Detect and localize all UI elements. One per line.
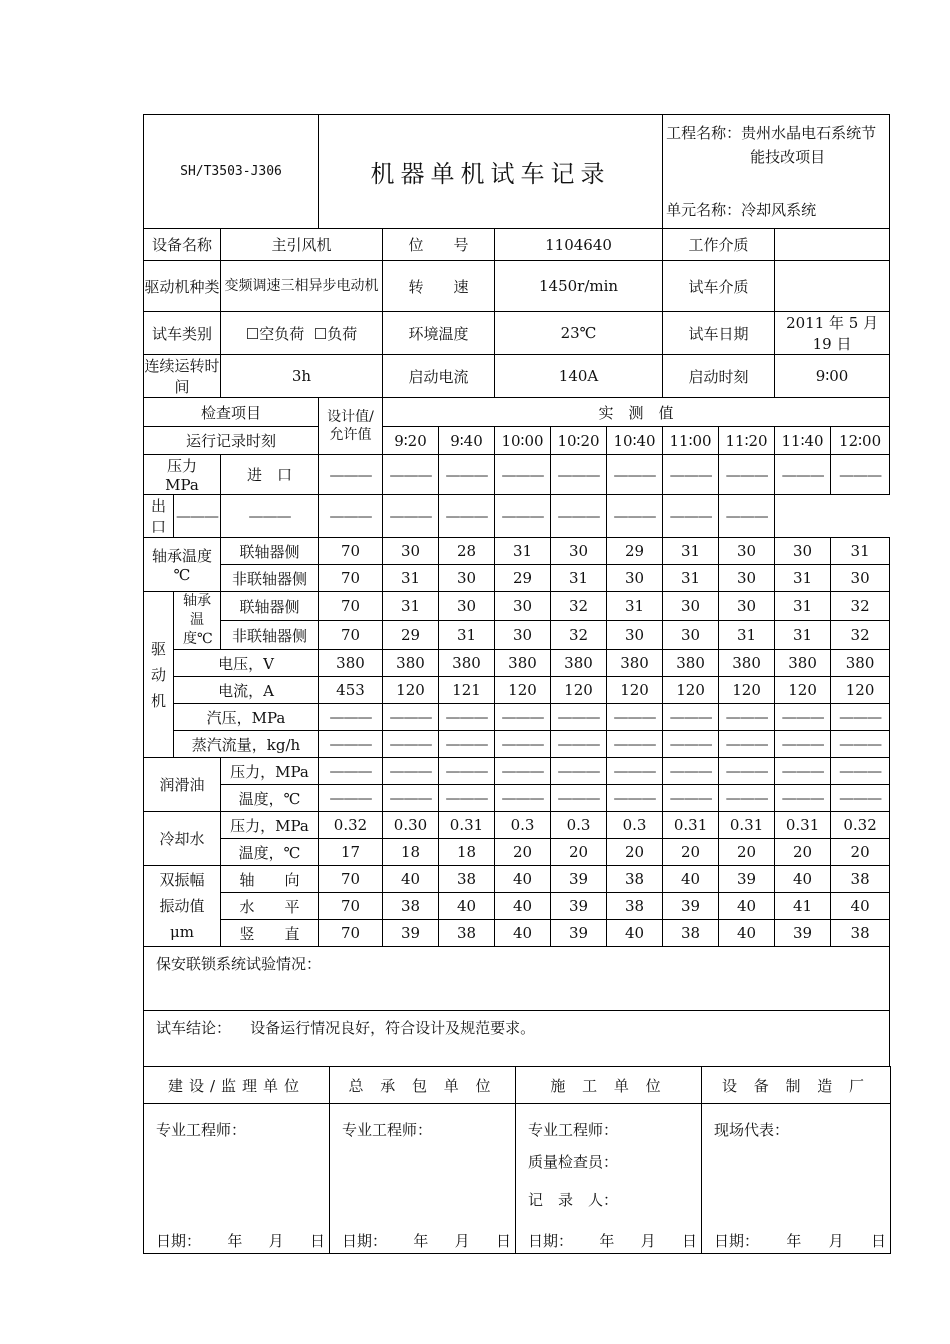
- design-value-cell: 453: [319, 677, 383, 704]
- design-value-cell: 380: [319, 650, 383, 677]
- contractor-engineer-label: 专业工程师：: [342, 1121, 433, 1139]
- measured-value-cell: 31: [775, 565, 831, 592]
- measured-value-cell: 0.31: [663, 812, 719, 839]
- row-label: 温度，℃: [221, 839, 319, 866]
- time-header-cell: 10∶00: [495, 427, 551, 455]
- measured-value-cell: 30: [831, 565, 890, 592]
- measured-value-cell: 31: [439, 621, 495, 650]
- measured-value-cell: 380: [831, 650, 890, 677]
- measured-value-cell: ———: [551, 495, 607, 538]
- record-table: [143, 114, 890, 1067]
- measured-value-cell: 120: [383, 677, 439, 704]
- measured-value-cell: 32: [551, 621, 607, 650]
- measured-value-cell: ———: [719, 731, 775, 758]
- measured-value-cell: ———: [439, 455, 495, 495]
- measured-value-cell: 32: [831, 621, 890, 650]
- lube-group-label: 润滑油: [144, 758, 221, 812]
- time-header-cell: 10∶40: [607, 427, 663, 455]
- measured-value-cell: 120: [663, 677, 719, 704]
- measured-value-cell: 121: [439, 677, 495, 704]
- measured-value-cell: ———: [495, 455, 551, 495]
- row-label: 非联轴器侧: [221, 621, 319, 650]
- ambient-value: 23℃: [495, 312, 663, 355]
- time-header-cell: 9∶20: [383, 427, 439, 455]
- construction-org-header: 施 工 单 位: [516, 1067, 702, 1104]
- measured-value-cell: ———: [831, 785, 890, 812]
- measured-value-cell: ———: [551, 785, 607, 812]
- measured-value-cell: ———: [439, 495, 495, 538]
- start-time-value: 9∶00: [775, 355, 890, 398]
- row-label: 竖 直: [221, 920, 319, 947]
- measured-value-cell: 38: [831, 920, 890, 947]
- unit-info: [666, 198, 816, 222]
- measured-value-cell: 30: [607, 621, 663, 650]
- measured-value-cell: 31: [719, 621, 775, 650]
- position-label: 位 号: [383, 229, 495, 261]
- time-header-cell: 12∶00: [831, 427, 890, 455]
- measured-value-cell: 40: [607, 920, 663, 947]
- measured-value-cell: 40: [495, 866, 551, 893]
- measured-value-cell: ———: [775, 704, 831, 731]
- measured-value-cell: 31: [663, 538, 719, 565]
- check-item-header: 检查项目: [144, 398, 319, 427]
- measured-value-cell: 0.3: [607, 812, 663, 839]
- design-value-line1: 设计值/: [327, 409, 374, 425]
- measured-value-cell: ———: [719, 704, 775, 731]
- measured-value-cell: 0.31: [719, 812, 775, 839]
- measured-value-cell: ———: [831, 731, 890, 758]
- cooling-group-label: 冷却水: [144, 812, 221, 866]
- form-code: SH/T3503-J306: [144, 115, 319, 229]
- measured-value-cell: 18: [383, 839, 439, 866]
- manufacturer-org-header: 设 备 制 造 厂: [702, 1067, 891, 1104]
- page-title: 机器单机试车记录: [319, 115, 663, 229]
- site-representative-label: 现场代表：: [714, 1121, 790, 1139]
- measured-value-cell: 380: [775, 650, 831, 677]
- design-value-cell: 70: [319, 538, 383, 565]
- design-value-cell: 70: [319, 592, 383, 621]
- no-load-checkbox[interactable]: ☐空负荷: [245, 324, 305, 343]
- measured-value-cell: 30: [775, 538, 831, 565]
- measured-value-cell: 38: [607, 893, 663, 920]
- measured-value-cell: 39: [775, 920, 831, 947]
- measured-value-cell: 38: [383, 893, 439, 920]
- measured-value-cell: 380: [383, 650, 439, 677]
- measured-value-cell: 20: [663, 839, 719, 866]
- measured-value-cell: 29: [607, 538, 663, 565]
- measured-value-cell: 0.30: [383, 812, 439, 839]
- month-label: 月: [640, 1232, 656, 1250]
- project-name-1: 贵州水晶电石系统节: [741, 124, 877, 142]
- measured-value-cell: ———: [383, 758, 439, 785]
- owner-signoff: [144, 1104, 330, 1254]
- measured-value-cell: 29: [383, 621, 439, 650]
- measured-value-cell: ———: [439, 758, 495, 785]
- measured-value-cell: 39: [663, 893, 719, 920]
- measured-value-cell: 31: [383, 565, 439, 592]
- day-label: 日: [309, 1232, 325, 1250]
- measured-value-cell: 39: [551, 866, 607, 893]
- day-label: 日: [681, 1232, 697, 1250]
- start-time-label: 启动时刻: [663, 355, 775, 398]
- measured-value-cell: 40: [439, 893, 495, 920]
- measured-value-cell: 0.32: [831, 812, 890, 839]
- measured-header: 实 测 值: [383, 398, 890, 427]
- measured-value-cell: ———: [551, 731, 607, 758]
- measured-value-cell: 40: [495, 893, 551, 920]
- measured-value-cell: ———: [831, 758, 890, 785]
- measured-value-cell: 38: [831, 866, 890, 893]
- day-label: 日: [870, 1232, 886, 1250]
- contractor-signoff: [330, 1104, 516, 1254]
- year-label: 年: [227, 1232, 243, 1250]
- design-value-cell: 70: [319, 565, 383, 592]
- ambient-label: 环境温度: [383, 312, 495, 355]
- measured-value-cell: 380: [551, 650, 607, 677]
- driver-bearing-label: [174, 592, 221, 650]
- row-label: 压力，MPa: [221, 758, 319, 785]
- measured-value-cell: 30: [383, 538, 439, 565]
- measured-value-cell: 31: [775, 621, 831, 650]
- contractor-org-header: 总 承 包 单 位: [330, 1067, 516, 1104]
- measured-value-cell: 0.31: [775, 812, 831, 839]
- design-value-cell: 17: [319, 839, 383, 866]
- pressure-group-label: [144, 455, 221, 495]
- measured-value-cell: 18: [439, 839, 495, 866]
- measured-value-cell: ———: [775, 785, 831, 812]
- position-value: 1104640: [495, 229, 663, 261]
- measured-value-cell: 38: [607, 866, 663, 893]
- project-name-2: 能技改项目: [750, 148, 826, 166]
- pressure-unit: MPa: [165, 476, 199, 494]
- year-label: 年: [599, 1232, 615, 1250]
- measured-value-cell: ———: [319, 495, 383, 538]
- measured-value-cell: 20: [551, 839, 607, 866]
- row-label: 汽压，MPa: [174, 704, 319, 731]
- measured-value-cell: 31: [775, 592, 831, 621]
- contractor-date: [342, 1230, 511, 1251]
- measured-value-cell: ———: [383, 731, 439, 758]
- time-header-cell: 10∶20: [551, 427, 607, 455]
- design-value-cell: 70: [319, 621, 383, 650]
- equipment-label: 设备名称: [144, 229, 221, 261]
- measured-value-cell: 38: [439, 866, 495, 893]
- measured-value-cell: 380: [607, 650, 663, 677]
- measured-value-cell: ———: [439, 704, 495, 731]
- measured-value-cell: ———: [607, 704, 663, 731]
- measured-value-cell: 30: [607, 565, 663, 592]
- design-value-header: [319, 398, 383, 455]
- date-label: 日期：: [342, 1232, 388, 1250]
- design-value-cell: ———: [319, 785, 383, 812]
- measured-value-cell: 31: [495, 538, 551, 565]
- measured-value-cell: 32: [831, 592, 890, 621]
- measured-value-cell: 30: [495, 592, 551, 621]
- measured-value-cell: ———: [495, 785, 551, 812]
- measured-value-cell: 38: [439, 920, 495, 947]
- measured-value-cell: ———: [551, 758, 607, 785]
- measured-value-cell: 31: [607, 592, 663, 621]
- conclusion-label: 试车结论：: [156, 1019, 232, 1037]
- driver-bearing-text: 轴承温度℃: [183, 593, 213, 647]
- measured-value-cell: 31: [383, 592, 439, 621]
- medium-value: [775, 229, 890, 261]
- measured-value-cell: 30: [719, 592, 775, 621]
- measured-value-cell: 30: [495, 621, 551, 650]
- measured-value-cell: 39: [383, 920, 439, 947]
- owner-org-header: 建设/监理单位: [144, 1067, 330, 1104]
- signoff-table: [143, 1066, 891, 1254]
- start-current-value: 140A: [495, 355, 663, 398]
- measured-value-cell: ———: [495, 495, 551, 538]
- design-value-cell: ———: [319, 704, 383, 731]
- measured-value-cell: ———: [775, 455, 831, 495]
- measured-value-cell: 30: [719, 538, 775, 565]
- test-type-label: 试车类别: [144, 312, 221, 355]
- conclusion-note: [144, 1011, 890, 1067]
- measured-value-cell: 0.3: [495, 812, 551, 839]
- equipment-value: 主引风机: [221, 229, 383, 261]
- measured-value-cell: 380: [719, 650, 775, 677]
- measured-value-cell: ———: [663, 731, 719, 758]
- measured-value-cell: ———: [831, 455, 890, 495]
- measured-value-cell: ———: [495, 731, 551, 758]
- measured-value-cell: 380: [495, 650, 551, 677]
- design-value-cell: 70: [319, 893, 383, 920]
- measured-value-cell: ———: [551, 455, 607, 495]
- measured-value-cell: 20: [495, 839, 551, 866]
- measured-value-cell: ———: [607, 731, 663, 758]
- measured-value-cell: 120: [831, 677, 890, 704]
- measured-value-cell: 32: [551, 592, 607, 621]
- load-checkbox[interactable]: ☐负荷: [313, 324, 358, 343]
- manufacturer-date: [714, 1230, 886, 1251]
- measured-value-cell: 31: [551, 565, 607, 592]
- test-medium-label: 试车介质: [663, 261, 775, 312]
- speed-label: 转 速: [383, 261, 495, 312]
- grid-body: [144, 115, 890, 1067]
- driver-value: 变频调速三相异步电动机: [221, 261, 383, 312]
- test-date-label: 试车日期: [663, 312, 775, 355]
- vibration-group-label: [144, 866, 221, 947]
- test-type-value: [221, 312, 383, 355]
- measured-value-cell: 40: [383, 866, 439, 893]
- measured-value-cell: ———: [719, 495, 775, 538]
- measured-value-cell: 0.3: [551, 812, 607, 839]
- measured-value-cell: 0.31: [439, 812, 495, 839]
- measured-value-cell: ———: [439, 785, 495, 812]
- design-value-cell: ———: [319, 455, 383, 495]
- measured-value-cell: 41: [775, 893, 831, 920]
- qc-inspector-label: 质量检查员：: [528, 1153, 619, 1171]
- measured-value-cell: 40: [775, 866, 831, 893]
- measured-value-cell: 30: [439, 565, 495, 592]
- time-header-cell: 9∶40: [439, 427, 495, 455]
- measured-value-cell: 40: [663, 866, 719, 893]
- construction-signoff: [516, 1104, 702, 1254]
- measured-value-cell: 30: [663, 592, 719, 621]
- measured-value-cell: ———: [607, 785, 663, 812]
- measured-value-cell: ———: [663, 785, 719, 812]
- unit-label: 单元名称：: [666, 201, 742, 219]
- measured-value-cell: 30: [551, 538, 607, 565]
- owner-engineer-label: 专业工程师：: [156, 1121, 247, 1139]
- construction-engineer-label: 专业工程师：: [528, 1121, 619, 1139]
- date-label: 日期：: [156, 1232, 202, 1250]
- project-info: [663, 115, 890, 229]
- measured-value-cell: 39: [719, 866, 775, 893]
- measured-value-cell: 380: [663, 650, 719, 677]
- design-value-cell: ———: [174, 495, 221, 538]
- safety-interlock-note: 保安联锁系统试验情况：: [144, 947, 890, 1011]
- measured-value-cell: ———: [663, 455, 719, 495]
- time-header-cell: 11∶20: [719, 427, 775, 455]
- runtime-value: 3h: [221, 355, 383, 398]
- measured-value-cell: ———: [719, 455, 775, 495]
- month-label: 月: [828, 1232, 844, 1250]
- row-label: 非联轴器侧: [221, 565, 319, 592]
- measured-value-cell: ———: [221, 495, 319, 538]
- speed-value: 1450r/min: [495, 261, 663, 312]
- construction-date: [528, 1230, 697, 1251]
- measured-value-cell: ———: [719, 758, 775, 785]
- unit-name: 冷却风系统: [741, 201, 817, 219]
- time-header-cell: 11∶40: [775, 427, 831, 455]
- row-label: 压力，MPa: [221, 812, 319, 839]
- measured-value-cell: ———: [663, 758, 719, 785]
- measured-value-cell: ———: [831, 704, 890, 731]
- run-record-time-header: 运行记录时刻: [144, 427, 319, 455]
- measured-value-cell: 380: [439, 650, 495, 677]
- bearing-group-label: [144, 538, 221, 592]
- measured-value-cell: 120: [775, 677, 831, 704]
- project-label: 工程名称：: [666, 124, 742, 142]
- start-current-label: 启动电流: [383, 355, 495, 398]
- recorder-label: 记 录 人：: [528, 1191, 619, 1209]
- driver-group-text: 驱动机: [151, 639, 167, 710]
- measured-value-cell: ———: [383, 785, 439, 812]
- design-value-line2: 允许值: [329, 427, 372, 443]
- measured-value-cell: ———: [775, 758, 831, 785]
- design-value-cell: ———: [319, 731, 383, 758]
- measured-value-cell: 31: [663, 565, 719, 592]
- year-label: 年: [786, 1232, 802, 1250]
- day-label: 日: [495, 1232, 511, 1250]
- measured-value-cell: ———: [383, 495, 439, 538]
- test-medium-value: [775, 261, 890, 312]
- row-label: 联轴器侧: [221, 592, 319, 621]
- measured-value-cell: 28: [439, 538, 495, 565]
- measured-value-cell: 31: [831, 538, 890, 565]
- row-label: 进 口: [221, 455, 319, 495]
- runtime-label: 连续运转时间: [144, 355, 221, 398]
- measured-value-cell: ———: [383, 704, 439, 731]
- measured-value-cell: 40: [719, 893, 775, 920]
- date-label: 日期：: [714, 1232, 760, 1250]
- driver-group-label: [144, 592, 174, 758]
- vib-line2: 振动值: [159, 897, 205, 915]
- design-value-cell: ———: [319, 758, 383, 785]
- owner-date: [156, 1230, 325, 1251]
- date-label: 日期：: [528, 1232, 574, 1250]
- measured-value-cell: ———: [663, 704, 719, 731]
- vib-line1: 双振幅: [159, 871, 205, 889]
- measured-value-cell: 39: [551, 920, 607, 947]
- driver-label: 驱动机种类: [144, 261, 221, 312]
- row-label: 电压，V: [174, 650, 319, 677]
- measured-value-cell: 39: [551, 893, 607, 920]
- measured-value-cell: ———: [551, 704, 607, 731]
- test-date-value: 2011 年 5 月 19 日: [775, 312, 890, 355]
- row-label: 出 口: [144, 495, 174, 538]
- record-sheet: [143, 114, 890, 1254]
- row-label: 电流，A: [174, 677, 319, 704]
- measured-value-cell: 40: [831, 893, 890, 920]
- row-label: 蒸汽流量，kg/h: [174, 731, 319, 758]
- row-label: 轴 向: [221, 866, 319, 893]
- time-header-cell: 11∶00: [663, 427, 719, 455]
- measured-value-cell: 20: [607, 839, 663, 866]
- measured-value-cell: ———: [607, 758, 663, 785]
- medium-label: 工作介质: [663, 229, 775, 261]
- measured-value-cell: ———: [495, 704, 551, 731]
- measured-value-cell: ———: [607, 495, 663, 538]
- measured-value-cell: 40: [495, 920, 551, 947]
- design-value-cell: 0.32: [319, 812, 383, 839]
- year-label: 年: [413, 1232, 429, 1250]
- measured-value-cell: 120: [495, 677, 551, 704]
- bearing-label: 轴承温度: [151, 547, 212, 565]
- measured-value-cell: ———: [495, 758, 551, 785]
- measured-value-cell: 20: [719, 839, 775, 866]
- measured-value-cell: 38: [663, 920, 719, 947]
- measured-value-cell: ———: [663, 495, 719, 538]
- conclusion-text: 设备运行情况良好，符合设计及规范要求。: [250, 1019, 536, 1037]
- measured-value-cell: 29: [495, 565, 551, 592]
- month-label: 月: [454, 1232, 470, 1250]
- design-value-cell: 70: [319, 866, 383, 893]
- measured-value-cell: 20: [831, 839, 890, 866]
- measured-value-cell: 40: [719, 920, 775, 947]
- measured-value-cell: 20: [775, 839, 831, 866]
- manufacturer-signoff: [702, 1104, 891, 1254]
- measured-value-cell: 120: [551, 677, 607, 704]
- design-value-cell: 70: [319, 920, 383, 947]
- pressure-label: 压力: [166, 457, 197, 475]
- row-label: 联轴器侧: [221, 538, 319, 565]
- measured-value-cell: 30: [719, 565, 775, 592]
- measured-value-cell: ———: [607, 455, 663, 495]
- measured-value-cell: 30: [663, 621, 719, 650]
- measured-value-cell: ———: [439, 731, 495, 758]
- measured-value-cell: ———: [775, 731, 831, 758]
- bearing-unit: ℃: [173, 566, 191, 584]
- month-label: 月: [268, 1232, 284, 1250]
- row-label: 温度，℃: [221, 785, 319, 812]
- row-label: 水 平: [221, 893, 319, 920]
- measured-value-cell: 30: [439, 592, 495, 621]
- measured-value-cell: 120: [607, 677, 663, 704]
- measured-value-cell: ———: [383, 455, 439, 495]
- measured-value-cell: ———: [719, 785, 775, 812]
- measured-value-cell: 120: [719, 677, 775, 704]
- vib-line3: μm: [170, 923, 194, 941]
